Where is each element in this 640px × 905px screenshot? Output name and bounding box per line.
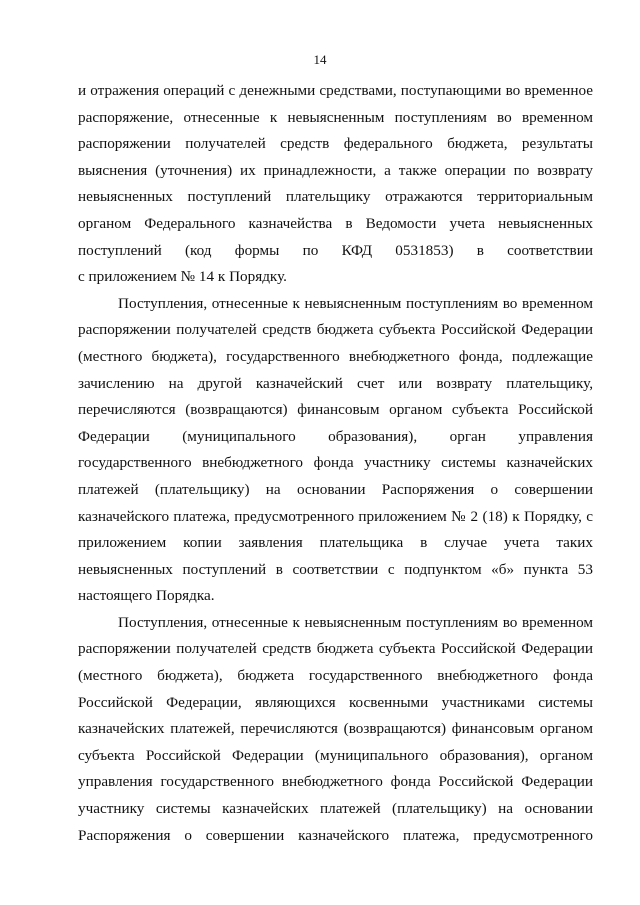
text-line: управления государственного внебюджетного фонда Российской Федерации — [78, 773, 593, 791]
text-line: платежей (плательщику) на основании Распоряжения о совершении — [78, 480, 593, 498]
text-line: участнику системы казначейских платежей (плательщику) на основании — [78, 800, 593, 818]
text-line: перечисляются (возвращаются) финансовым органом субъекта Российской — [78, 401, 593, 419]
paragraph-1 — [78, 78, 593, 291]
text-line: распоряжении получателей средств бюджета субъекта Российской Федерации — [78, 321, 593, 339]
document-body — [78, 78, 593, 849]
text-line: с приложением № 14 к Порядку. — [78, 268, 287, 286]
page-number: 14 — [313, 52, 327, 67]
text-line: приложением копии заявления плательщика в случае учета таких — [78, 534, 593, 552]
text-line: невыясненных поступлений в соответствии с подпунктом «б» пункта 53 — [78, 560, 593, 578]
text-line: и отражения операций с денежными средствами, поступающими во временное — [78, 82, 593, 99]
text-line: Поступления, отнесенные к невыясненным поступлениям во временном — [118, 613, 593, 631]
text-line: невыясненных поступлений плательщику отражаются территориальным — [78, 188, 593, 206]
text-line: Российской Федерации, являющихся косвенными участниками системы — [78, 693, 593, 711]
text-line: казначейских платежей, перечисляются (возвращаются) финансовым органом — [78, 720, 593, 738]
text-line: распоряжение, отнесенные к невыясненным поступлениям во временном — [78, 108, 593, 126]
text-line: выяснения (уточнения) их принадлежности, а также операции по возврату — [78, 161, 593, 179]
text-line: органом Федерального казначейства в Ведомости учета невыясненных — [78, 214, 593, 232]
text-line: поступлений (код формы по КФД 0531853) в соответствии — [78, 241, 593, 259]
text-line: распоряжении получателей средств бюджета субъекта Российской Федерации — [78, 640, 593, 658]
text-line: (местного бюджета), бюджета государственного внебюджетного фонда — [78, 667, 593, 685]
text-line: государственного внебюджетного фонда участнику системы казначейских — [78, 454, 593, 472]
text-line: (местного бюджета), государственного внебюджетного фонда, подлежащие — [78, 347, 593, 365]
text-line: казначейского платежа, предусмотренного приложением № 2 (18) к Порядку, с — [78, 507, 593, 525]
paragraph-3 — [78, 610, 593, 849]
text-line: распоряжении получателей средств федерального бюджета, результаты — [78, 135, 593, 153]
text-line: Поступления, отнесенные к невыясненным поступлениям во временном — [118, 294, 593, 312]
text-line: Федерации (муниципального образования), орган управления — [78, 427, 593, 445]
text-line: зачислению на другой казначейский счет или возврату плательщику, — [78, 374, 593, 392]
text-line: Распоряжения о совершении казначейского платежа, предусмотренного — [78, 826, 593, 844]
paragraph-2 — [78, 291, 593, 610]
text-line: настоящего Порядка. — [78, 587, 215, 605]
text-line: субъекта Российской Федерации (муниципального образования), органом — [78, 746, 593, 764]
